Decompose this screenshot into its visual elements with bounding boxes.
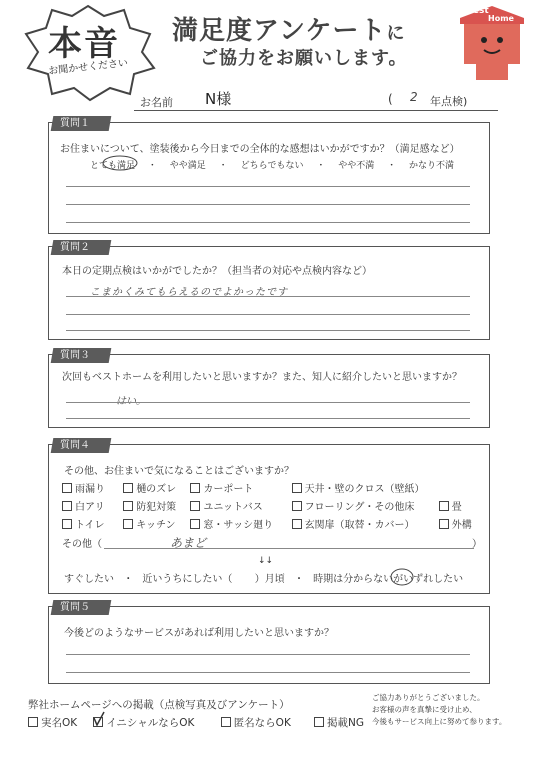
- year-value: 2: [410, 90, 418, 104]
- q4-row-1: [62, 480, 425, 495]
- title-line2: ご協力をお願いします。: [200, 48, 408, 69]
- q4-row-3: [62, 516, 472, 531]
- q4-item[interactable]: トイレ: [62, 516, 120, 531]
- q5-question: 今後どのようなサービスがあれば利用したいと思いますか？: [64, 628, 334, 639]
- q4-other-line: [104, 548, 474, 549]
- q4-other-value: あまど: [170, 536, 207, 550]
- q4-item[interactable]: 玄関扉（取替・カバー）: [292, 516, 436, 531]
- name-label: お名前: [140, 96, 173, 109]
- q3-question: 次回もベストホームを利用したいと思いますか？また、知人に紹介したいと思いますか？: [62, 372, 462, 383]
- q1-line-3: [66, 222, 470, 223]
- publish-choice[interactable]: イニシャルならOK: [93, 715, 217, 730]
- q5-line-2: [66, 672, 470, 673]
- q1-line-1: [66, 186, 470, 187]
- q1-question: お住まいについて、塗装後から今日までの全体的な感想はいかがですか？（満足感など）: [60, 144, 460, 155]
- q4-row-2: [62, 498, 462, 513]
- q1-line-2: [66, 204, 470, 205]
- q3-line-1: [66, 402, 470, 403]
- thanks-3: 今後もサービス向上に努めて参ります。: [372, 717, 507, 726]
- logo-text-home: Home: [488, 14, 514, 23]
- q4-timing-3: ）月頃: [254, 574, 285, 585]
- q4-item[interactable]: 白アリ: [62, 498, 120, 513]
- check-mark: [92, 710, 106, 728]
- q4-timing-4[interactable]: 時期は分からないがいずれしたい: [313, 574, 464, 585]
- q4-question: その他、お住まいで気になることはございますか？: [64, 466, 294, 477]
- q2-line-2: [66, 314, 470, 315]
- year-open: (: [388, 92, 393, 106]
- q4-timing-2[interactable]: 近いうちにしたい（: [142, 574, 233, 585]
- publish-choices: [28, 715, 364, 730]
- q5-line-1: [66, 654, 470, 655]
- q3-box: [48, 354, 490, 428]
- q5-tab: 質問５: [51, 600, 112, 615]
- q4-item[interactable]: キッチン: [123, 516, 187, 531]
- q4-item[interactable]: カーポート: [190, 480, 288, 495]
- name-value: N様: [205, 90, 232, 108]
- q1-option-1[interactable]: とても満足: [90, 161, 136, 171]
- q4-month-mark: ↓↓: [258, 556, 274, 566]
- q1-box: [48, 122, 490, 234]
- q4-item[interactable]: 天井・壁のクロス（壁紙）: [292, 480, 425, 495]
- q4-item[interactable]: ユニットバス: [190, 498, 288, 513]
- q1-option-4[interactable]: やや不満: [338, 161, 375, 171]
- q4-item[interactable]: 雨漏り: [62, 480, 120, 495]
- q1-options: とても満足 ・ やや満足 ・ どちらでもない ・ やや不満 ・ かなり不満: [90, 161, 455, 171]
- q1-tab: 質問１: [51, 116, 112, 131]
- thanks-1: ご協力ありがとうございました。: [372, 693, 485, 702]
- q4-other-close: ）: [472, 539, 482, 550]
- q4-tab: 質問４: [51, 438, 112, 453]
- publish-choice[interactable]: 実名OK: [28, 715, 90, 730]
- q4-item[interactable]: 畳: [439, 498, 462, 513]
- publish-choice[interactable]: 匿名ならOK: [221, 715, 311, 730]
- publish-label: 弊社ホームページへの掲載（点検写真及びアンケート）: [28, 699, 290, 711]
- q2-line-1: [66, 296, 470, 297]
- title-line1: 満足度アンケートに: [172, 16, 406, 46]
- year-label: 年点検): [430, 95, 468, 108]
- name-underline: [134, 110, 498, 111]
- q1-option-3[interactable]: どちらでもない: [240, 161, 304, 171]
- q3-answer: はい。: [116, 396, 146, 407]
- q2-tab: 質問２: [51, 240, 112, 255]
- q4-circle-mark: [388, 566, 416, 588]
- q4-timing: すぐしたい ・ 近いうちにしたい（ ）月頃 ・ 時期は分からないがいずれしたい: [64, 574, 464, 585]
- q2-question: 本日の定期点検はいかがでしたか？（担当者の対応や点検内容など）: [62, 266, 372, 277]
- q2-line-3: [66, 330, 470, 331]
- q1-option-2[interactable]: やや満足: [169, 161, 206, 171]
- q1-circle-mark: [100, 154, 140, 172]
- logo-text-best: Best: [466, 6, 489, 16]
- q4-timing-1[interactable]: すぐしたい: [64, 574, 114, 585]
- q3-tab: 質問３: [51, 348, 112, 363]
- publish-choice[interactable]: 掲載NG: [314, 715, 364, 730]
- badge-title: 本音: [48, 24, 120, 64]
- q4-other-label: その他（: [62, 539, 102, 550]
- thanks-2: お客様の声を真摯に受け止め、: [372, 705, 477, 714]
- q4-item[interactable]: 防犯対策: [123, 498, 187, 513]
- q4-item[interactable]: 樋のズレ: [123, 480, 187, 495]
- q3-line-2: [66, 418, 470, 419]
- badge-subtitle: お聞かせください: [47, 57, 129, 78]
- q1-option-5[interactable]: かなり不満: [409, 161, 455, 171]
- q4-item[interactable]: 窓・サッシ廻り: [190, 516, 288, 531]
- q4-item[interactable]: 外構: [439, 516, 472, 531]
- q4-item[interactable]: フローリング・その他床: [292, 498, 436, 513]
- q2-answer: こまかくみてもらえるのでよかったです: [90, 287, 288, 298]
